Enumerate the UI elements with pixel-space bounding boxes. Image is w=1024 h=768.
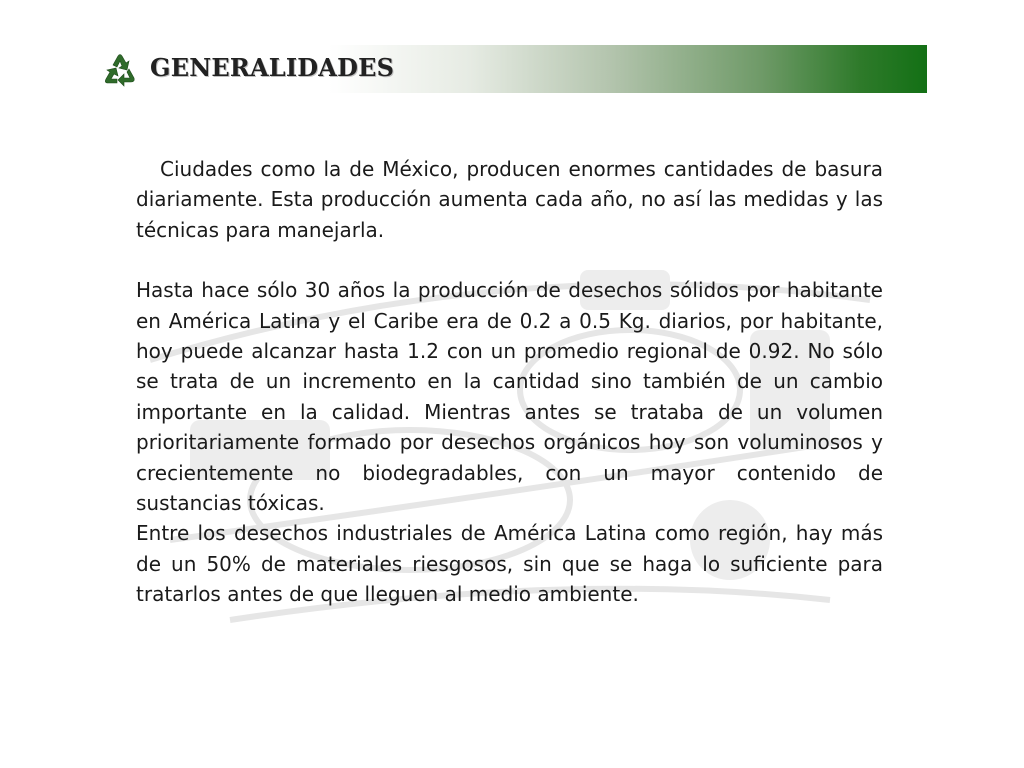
paragraph-2: Hasta hace sólo 30 años la producción de desechos sólidos por habitante en América Latina y el Caribe era de 0.2 a 0.5 Kg. diarios, por habitante, hoy puede alcanzar hasta 1.2 con un promedio regional de 0.92. No sólo se trata de un incremento en la cantidad sino también de un cambio importante en la calidad. Mientras antes se trataba de un volumen prioritariamente formado por desechos orgánicos hoy son voluminosos y crecientemente no biodegradables, con un mayor contenido de sustancias tóxicas. bbox=[136, 278, 883, 516]
page-title: GENERALIDADES bbox=[150, 53, 395, 82]
body-text bbox=[136, 154, 883, 610]
paragraph-gap bbox=[136, 245, 883, 275]
paragraph-1: Ciudades como la de México, producen enormes cantidades de basura diariamente. Esta producción aumenta cada año, no así las medidas y las técnicas para manejarla. bbox=[136, 157, 883, 242]
recycle-icon bbox=[98, 49, 142, 93]
paragraph-3: Entre los desechos industriales de América Latina como región, hay más de un 50% de materiales riesgosos, sin que se haga lo suficiente para tratarlos antes de que lleguen al medio ambiente. bbox=[136, 521, 883, 607]
